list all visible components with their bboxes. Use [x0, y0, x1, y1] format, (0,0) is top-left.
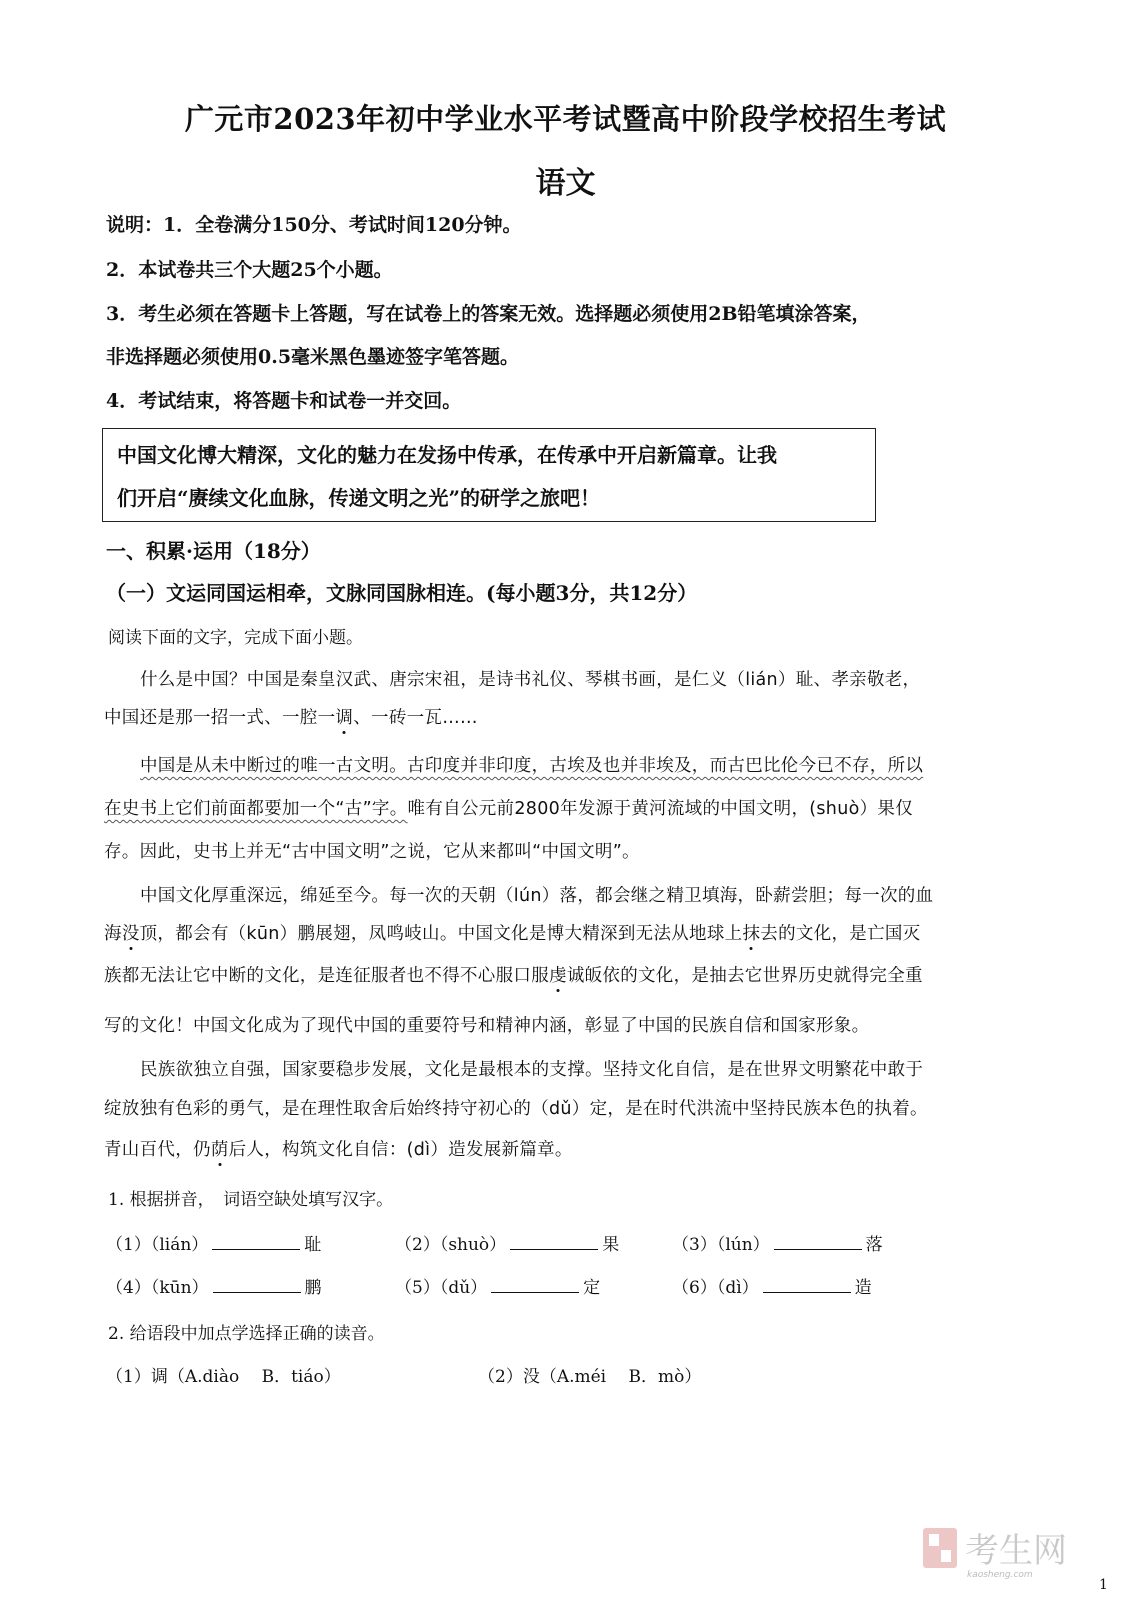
q1-item-label: （6）（dì） [672, 1278, 759, 1298]
passage-p2-line2 [104, 795, 1024, 820]
q1-item-4 [106, 1273, 322, 1298]
underlined-text: 在史书上它们前面都要加一个“古”字。 [104, 799, 408, 819]
note-3-cont: 非选择题必须使用0.5毫米黑色墨迹签字笔答题。 [106, 346, 520, 368]
passage-p2-line1 [140, 752, 1060, 777]
q1-item-label: （2）（shuò） [395, 1235, 507, 1255]
watermark-url: kaosheng.com [967, 1570, 1033, 1580]
q1-item-6 [672, 1273, 872, 1298]
q1-item-2 [395, 1230, 619, 1255]
note-2: 2．本试卷共三个大题25个小题。 [106, 259, 393, 281]
watermark-text: 考生网 [965, 1531, 1067, 1571]
watermark-logo [921, 1522, 1071, 1582]
passage-p1-line2 [104, 704, 1024, 729]
answer-blank[interactable] [213, 1278, 301, 1293]
q1-item-suffix: 落 [865, 1235, 883, 1255]
question-1-stem: 1. 根据拼音， 词语空缺处填写汉字。 [108, 1190, 394, 1210]
q1-item-suffix: 鹏 [304, 1278, 322, 1298]
q1-item-suffix: 耻 [304, 1235, 322, 1255]
answer-blank[interactable] [763, 1278, 851, 1293]
q1-item-5 [395, 1273, 600, 1298]
watermark-icon [921, 1522, 1071, 1582]
text-segment: 诚皈依的文化，是抽去它世界历史就得完全重 [566, 966, 923, 986]
q2-item-2: （2）没（A.méi B．mò） [478, 1367, 702, 1387]
dotted-char: 荫 [210, 1140, 229, 1160]
passage-p4-line3 [104, 1136, 1024, 1161]
answer-blank[interactable] [491, 1278, 579, 1293]
page-number: 1 [1099, 1577, 1108, 1593]
q1-item-suffix: 造 [854, 1278, 872, 1298]
dotted-char: 没 [121, 924, 140, 944]
q1-item-3 [672, 1230, 883, 1255]
q1-item-label: （1）（lián） [106, 1235, 209, 1255]
intro-line-2: 们开启“赓续文化血脉，传递文明之光”的研学之旅吧！ [117, 486, 601, 510]
q1-item-suffix: 果 [602, 1235, 620, 1255]
text-segment: 去的文化，是亡国灭 [760, 924, 921, 944]
dotted-char: 抹 [742, 924, 761, 944]
note-3: 3．考生必须在答题卡上答题，写在试卷上的答案无效。选择题必须使用2B铅笔填涂答案， [106, 303, 871, 325]
passage-p4-line1: 民族欲独立自强，国家要稳步发展，文化是最根本的支撑。坚持文化自信，是在世界文明繁花中敢于 [140, 1060, 924, 1080]
section-1-title: 一、积累·运用（18分） [106, 539, 321, 563]
text-segment: 顶，都会有（kūn）鹏展翅，凤鸣岐山。中国文化是博大精深到无法从地球上 [139, 924, 743, 944]
underlined-text: 中国是从未中断过的唯一古文明。古印度并非印度，古埃及也并非埃及，而古巴比伦今已不存，所以 [140, 756, 924, 776]
question-2-stem: 2. 给语段中加点学选择正确的读音。 [108, 1324, 385, 1344]
q1-item-suffix: 定 [583, 1278, 601, 1298]
text-segment: 青山百代，仍 [104, 1140, 211, 1160]
q2-item-1: （1）调（A.diào B．tiáo） [106, 1367, 341, 1387]
passage-p4-line2: 绽放独有色彩的勇气，是在理性取舍后始终持守初心的（dǔ）定，是在时代洪流中坚持民族本色的执着。 [104, 1099, 928, 1119]
text-segment: 族都无法让它中断的文化，是连征服者也不得不心服口服 [104, 966, 549, 986]
passage-p1-line1: 什么是中国？中国是秦皇汉武、唐宗宋祖，是诗书礼仪、琴棋书画，是仁义（lián）耻、孝亲敬老， [140, 670, 921, 690]
text-segment: 海 [104, 924, 122, 944]
note-1: 说明：1．全卷满分150分、考试时间120分钟。 [106, 214, 522, 236]
page-title: 广元市2023年初中学业水平考试暨高中阶段学校招生考试 [184, 102, 947, 136]
instruction: 阅读下面的文字，完成下面小题。 [108, 628, 363, 648]
text-segment: 唯有自公元前2800年发源于黄河流域的中国文明，(shuò）果仅 [407, 799, 913, 819]
section-1-sub-1: （一）文运同国运相牵，文脉同国脉相连。(每小题3分，共12分） [106, 581, 698, 605]
answer-blank[interactable] [774, 1235, 862, 1250]
dotted-char: 调 [335, 708, 354, 728]
passage-p2-line3: 存。因此，史书上并无“古中国文明”之说，它从来都叫“中国文明”。 [104, 842, 640, 862]
text-segment: 中国还是那一招一式、一腔一 [104, 708, 336, 728]
subject-title: 语文 [535, 166, 596, 201]
passage-p3-line4: 写的文化！中国文化成为了现代中国的重要符号和精神内涵，彰显了中国的民族自信和国家形象。 [104, 1016, 870, 1036]
q1-item-label: （5）（dǔ） [395, 1278, 488, 1298]
passage-p3-line3 [104, 962, 1024, 987]
text-segment: 后人，构筑文化自信：(dì）造发展新篇章。 [228, 1140, 573, 1160]
passage-p3-line2 [104, 920, 1024, 945]
text-segment: 、一砖一瓦…… [353, 708, 478, 728]
passage-p3-line1: 中国文化厚重深远，绵延至今。每一次的天朝（lún）落，都会继之精卫填海，卧薪尝胆；每一次的血 [140, 886, 934, 906]
note-4: 4．考试结束，将答题卡和试卷一并交回。 [106, 390, 462, 412]
answer-blank[interactable] [510, 1235, 598, 1250]
q1-item-label: （3）（lún） [672, 1235, 770, 1255]
q1-item-1 [106, 1230, 321, 1255]
intro-box [102, 428, 876, 522]
intro-line-1: 中国文化博大精深，文化的魅力在发扬中传承，在传承中开启新篇章。让我 [117, 443, 777, 467]
q1-item-label: （4）（kūn） [106, 1278, 209, 1298]
dotted-char: 虔 [549, 966, 567, 986]
answer-blank[interactable] [212, 1235, 300, 1250]
